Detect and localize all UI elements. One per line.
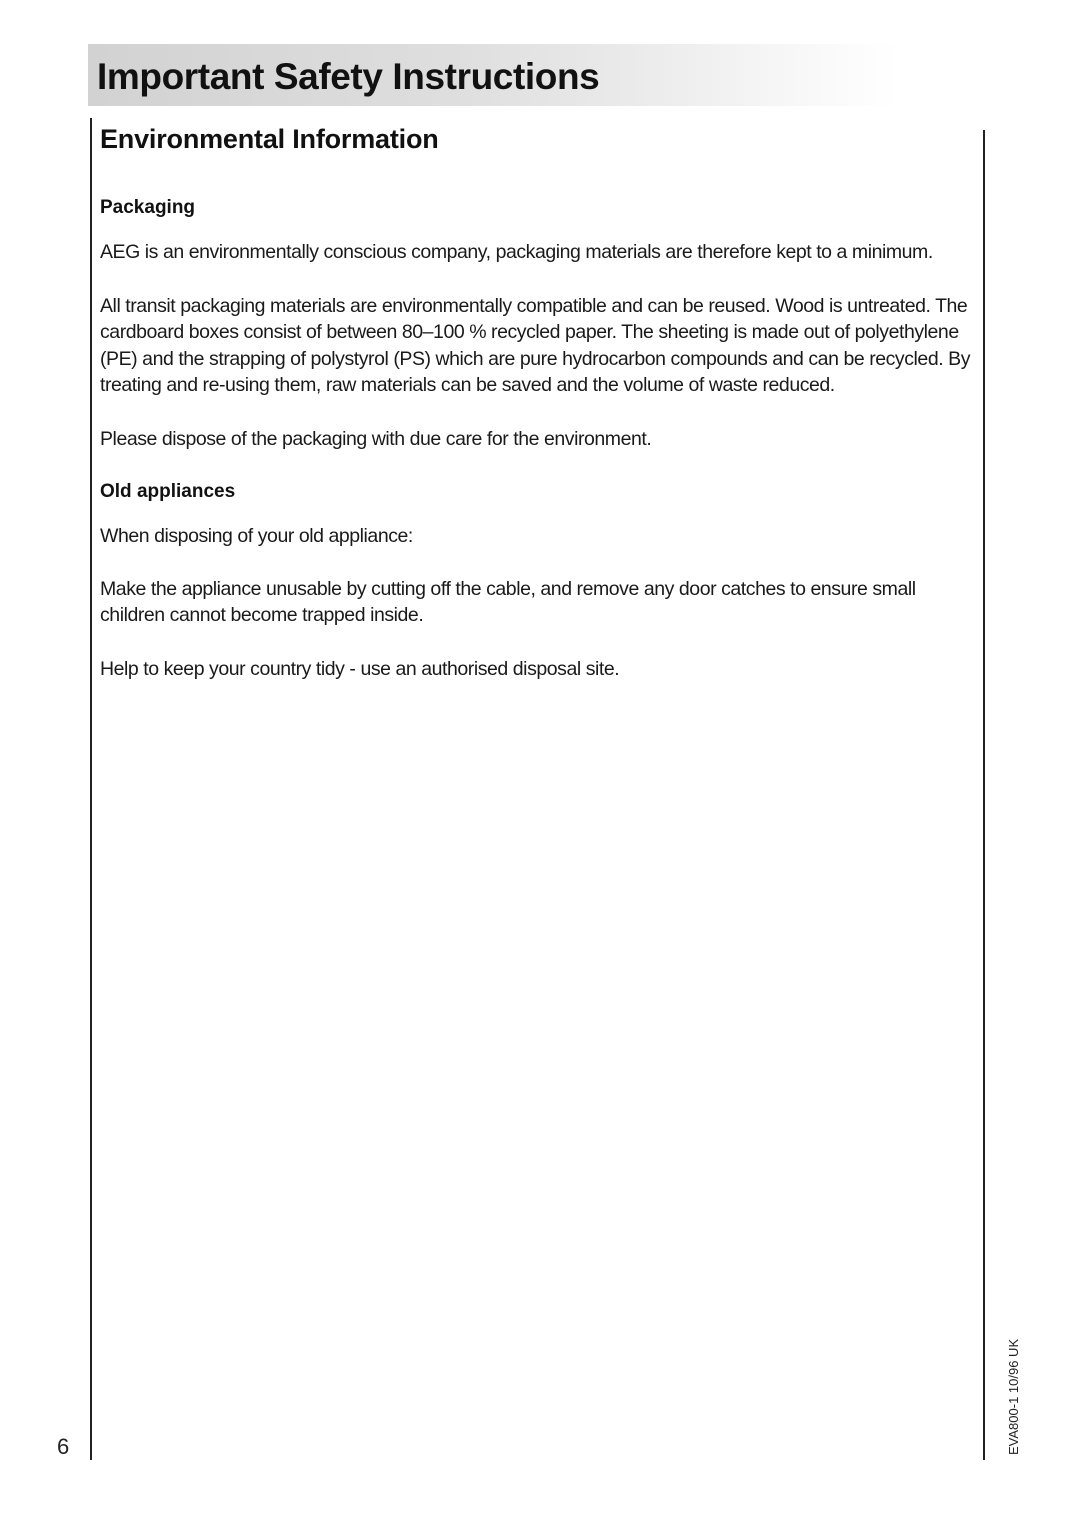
packaging-paragraph-2: All transit packaging materials are environmentally compatible and can be reused. Wood is untreated. The cardboard boxes consist of between 80–100 % recycled paper. The sheeting is made out of polyethylene (PE) and the strapping of polystyrol (PS) which are pure hydrocarbon compounds and can be recycled. By treating and re-using them, raw materials can be saved and the volume of waste reduced. [100, 294, 971, 396]
old-appliances-paragraph-2: Make the appliance unusable by cutting off the cable, and remove any door catches to ensure small children cannot become trapped inside. [100, 577, 916, 626]
main-content [100, 124, 970, 682]
section-title: Environmental Information [100, 124, 439, 154]
page-title: Important Safety Instructions [97, 56, 600, 97]
left-margin-rule [90, 118, 92, 1460]
packaging-heading: Packaging [100, 197, 196, 218]
page-number: 6 [57, 1434, 70, 1459]
packaging-paragraph-3: Please dispose of the packaging with due care for the environment. [100, 427, 652, 450]
old-appliances-paragraph-3: Help to keep your country tidy - use an authorised disposal site. [100, 657, 620, 680]
packaging-paragraph-1: AEG is an environmentally conscious company, packaging materials are therefore kept to a minimum. [100, 241, 933, 263]
document-code: EVA800-1 10/96 UK [1006, 1338, 1021, 1455]
right-margin-rule [983, 130, 985, 1460]
old-appliances-heading: Old appliances [100, 481, 236, 502]
old-appliances-paragraph-1: When disposing of your old appliance: [100, 525, 413, 547]
